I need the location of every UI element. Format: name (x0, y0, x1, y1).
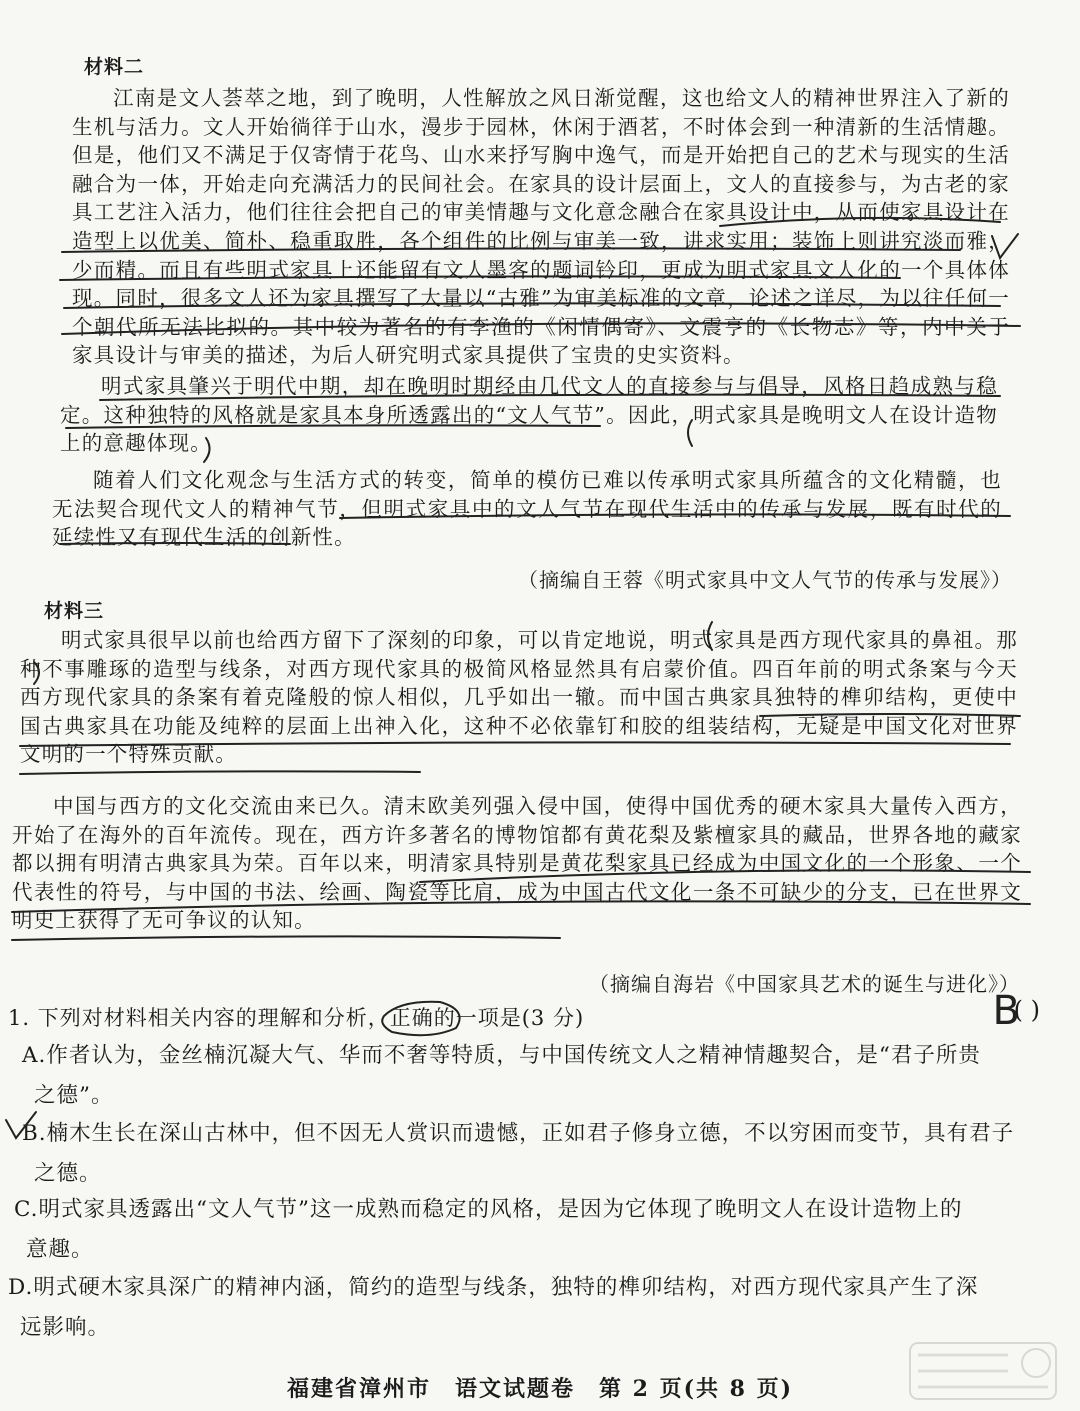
option-b[interactable] (22, 1114, 1062, 1194)
option-label: B. (22, 1121, 47, 1146)
material2-paragraph-1: 江南是文人荟萃之地，到了晚明，人性解放之风日渐觉醒，这也给文人的精神世界注入了新的生机与活力。文人开始徜徉于山水，漫步于园林，休闲于酒茗，不时体会到一种清新的生活情趣。但是，他们又不满足于仅寄情于花鸟、山水来抒写胸中逸气，而是开始把自己的艺术与现实的生活融合为一体，开始走向充满活力的民间社会。在家具的设计层面上，文人的直接参与，为古老的家具工艺注入活力，他们往往会把自己的审美情趣与文化意念融合在家具设计中，从而使家具设计在造型上以优美、简朴、稳重取胜，各个组件的比例与审美一致，讲求实用；装饰上则讲究淡而雅，少而精。而且有些明式家具上还能留有文人墨客的题词钤印，更成为明式家具文人化的一个具体体现。同时，很多文人还为家具撰写了大量以“古雅”为审美标准的文章，论述之详尽，为以往任何一个朝代所无法比拟的。其中较为著名的有李渔的《闲情偶寄》、文震亨的《长物志》等，内中关于家具设计与审美的描述，为后人研究明式家具提供了宝贵的史实资料。 (72, 86, 1010, 368)
option-c[interactable] (14, 1190, 1054, 1270)
option-label: A. (22, 1043, 47, 1068)
material3-heading: 材料三 (44, 600, 105, 622)
page-footer: 福建省漳州市 语文试题卷 第 2 页(共 8 页) (286, 1376, 794, 1402)
option-text-continued: 远影响。 (20, 1315, 111, 1340)
option-label: D. (8, 1275, 34, 1300)
option-text: 作者认为，金丝楠沉凝大气、华而不奢等特质，与中国传统文人之精神情趣契合，是“君子所贵 (46, 1043, 981, 1068)
option-text-continued: 之德。 (34, 1161, 102, 1186)
question-stem: 1. 下列对材料相关内容的理解和分析，正确的一项是(3 分) (8, 1006, 585, 1030)
answer-bracket: ( ) (1013, 996, 1040, 1024)
option-text-continued: 意趣。 (26, 1237, 94, 1262)
option-text-continued: 之德”。 (34, 1083, 114, 1108)
material2-source: （摘编自王蓉《明式家具中文人气节的传承与发展》） (518, 568, 1012, 592)
watermark-logo-icon (908, 1341, 1058, 1401)
underline (12, 936, 560, 940)
option-a[interactable] (22, 1036, 1062, 1116)
option-text: 明式硬木家具深广的精神内涵，简约的造型与线条，独特的榫卯结构，对西方现代家具产生了深 (33, 1275, 979, 1300)
option-text: 明式家具透露出“文人气节”这一成熟而稳定的风格，是因为它体现了晚明文人在设计造物上的 (38, 1197, 963, 1222)
handwritten-answer: B (992, 988, 1020, 1034)
option-label: C. (14, 1197, 39, 1222)
material2-heading: 材料二 (84, 56, 145, 78)
option-d[interactable] (8, 1268, 1048, 1348)
underline (20, 771, 420, 774)
material2-paragraph-2: 明式家具肇兴于明代中期，却在晚明时期经由几代文人的直接参与与倡导，风格日趋成熟与稳定。这种独特的风格就是家具本身所透露出的“文人气节”。因此，明式家具是晚明文人在设计造物上的意趣体现。 (60, 374, 998, 456)
material2-paragraph-3: 随着人们文化观念与生活方式的转变，简单的模仿已难以传承明式家具所蕴含的文化精髓，也无法契合现代文人的精神气节，但明式家具中的文人气节在现代生活中的传承与发展，既有时代的延续性又有现代生活的创新性。 (52, 468, 1002, 550)
option-text: 楠木生长在深山古林中，但不因无人赏识而遗憾，正如君子修身立德，不以穷困而变节，具有君子 (46, 1121, 1015, 1146)
material3-source: （摘编自海岩《中国家具艺术的诞生与进化》） (589, 972, 1020, 996)
material3-paragraph-1: 明式家具很早以前也给西方留下了深刻的印象，可以肯定地说，明式家具是西方现代家具的鼻祖。那种不事雕琢的造型与线条，对西方现代家具的极简风格显然具有启蒙价值。四百年前的明式条案与今天西方现代家具的条案有着克隆般的惊人相似，几乎如出一辙。而中国古典家具独特的榫卯结构，更使中国古典家具在功能及纯粹的层面上出神入化，这种不必依靠钉和胶的组装结构，无疑是中国文化对世界文明的一个特殊贡献。 (20, 628, 1018, 767)
material3-paragraph-2: 中国与西方的文化交流由来已久。清末欧美列强入侵中国，使得中国优秀的硬木家具大量传入西方，开始了在海外的百年流传。现在，西方许多著名的博物馆都有黄花梨及紫檀家具的藏品，世界各地的藏家都以拥有明清古典家具为荣。百年以来，明清家具特别是黄花梨家具已经成为中国文化的一个形象、一个代表性的符号，与中国的书法、绘画、陶瓷等比肩，成为中国古代文化一条不可缺少的分支，已在世界文明史上获得了无可争议的认知。 (12, 794, 1022, 933)
